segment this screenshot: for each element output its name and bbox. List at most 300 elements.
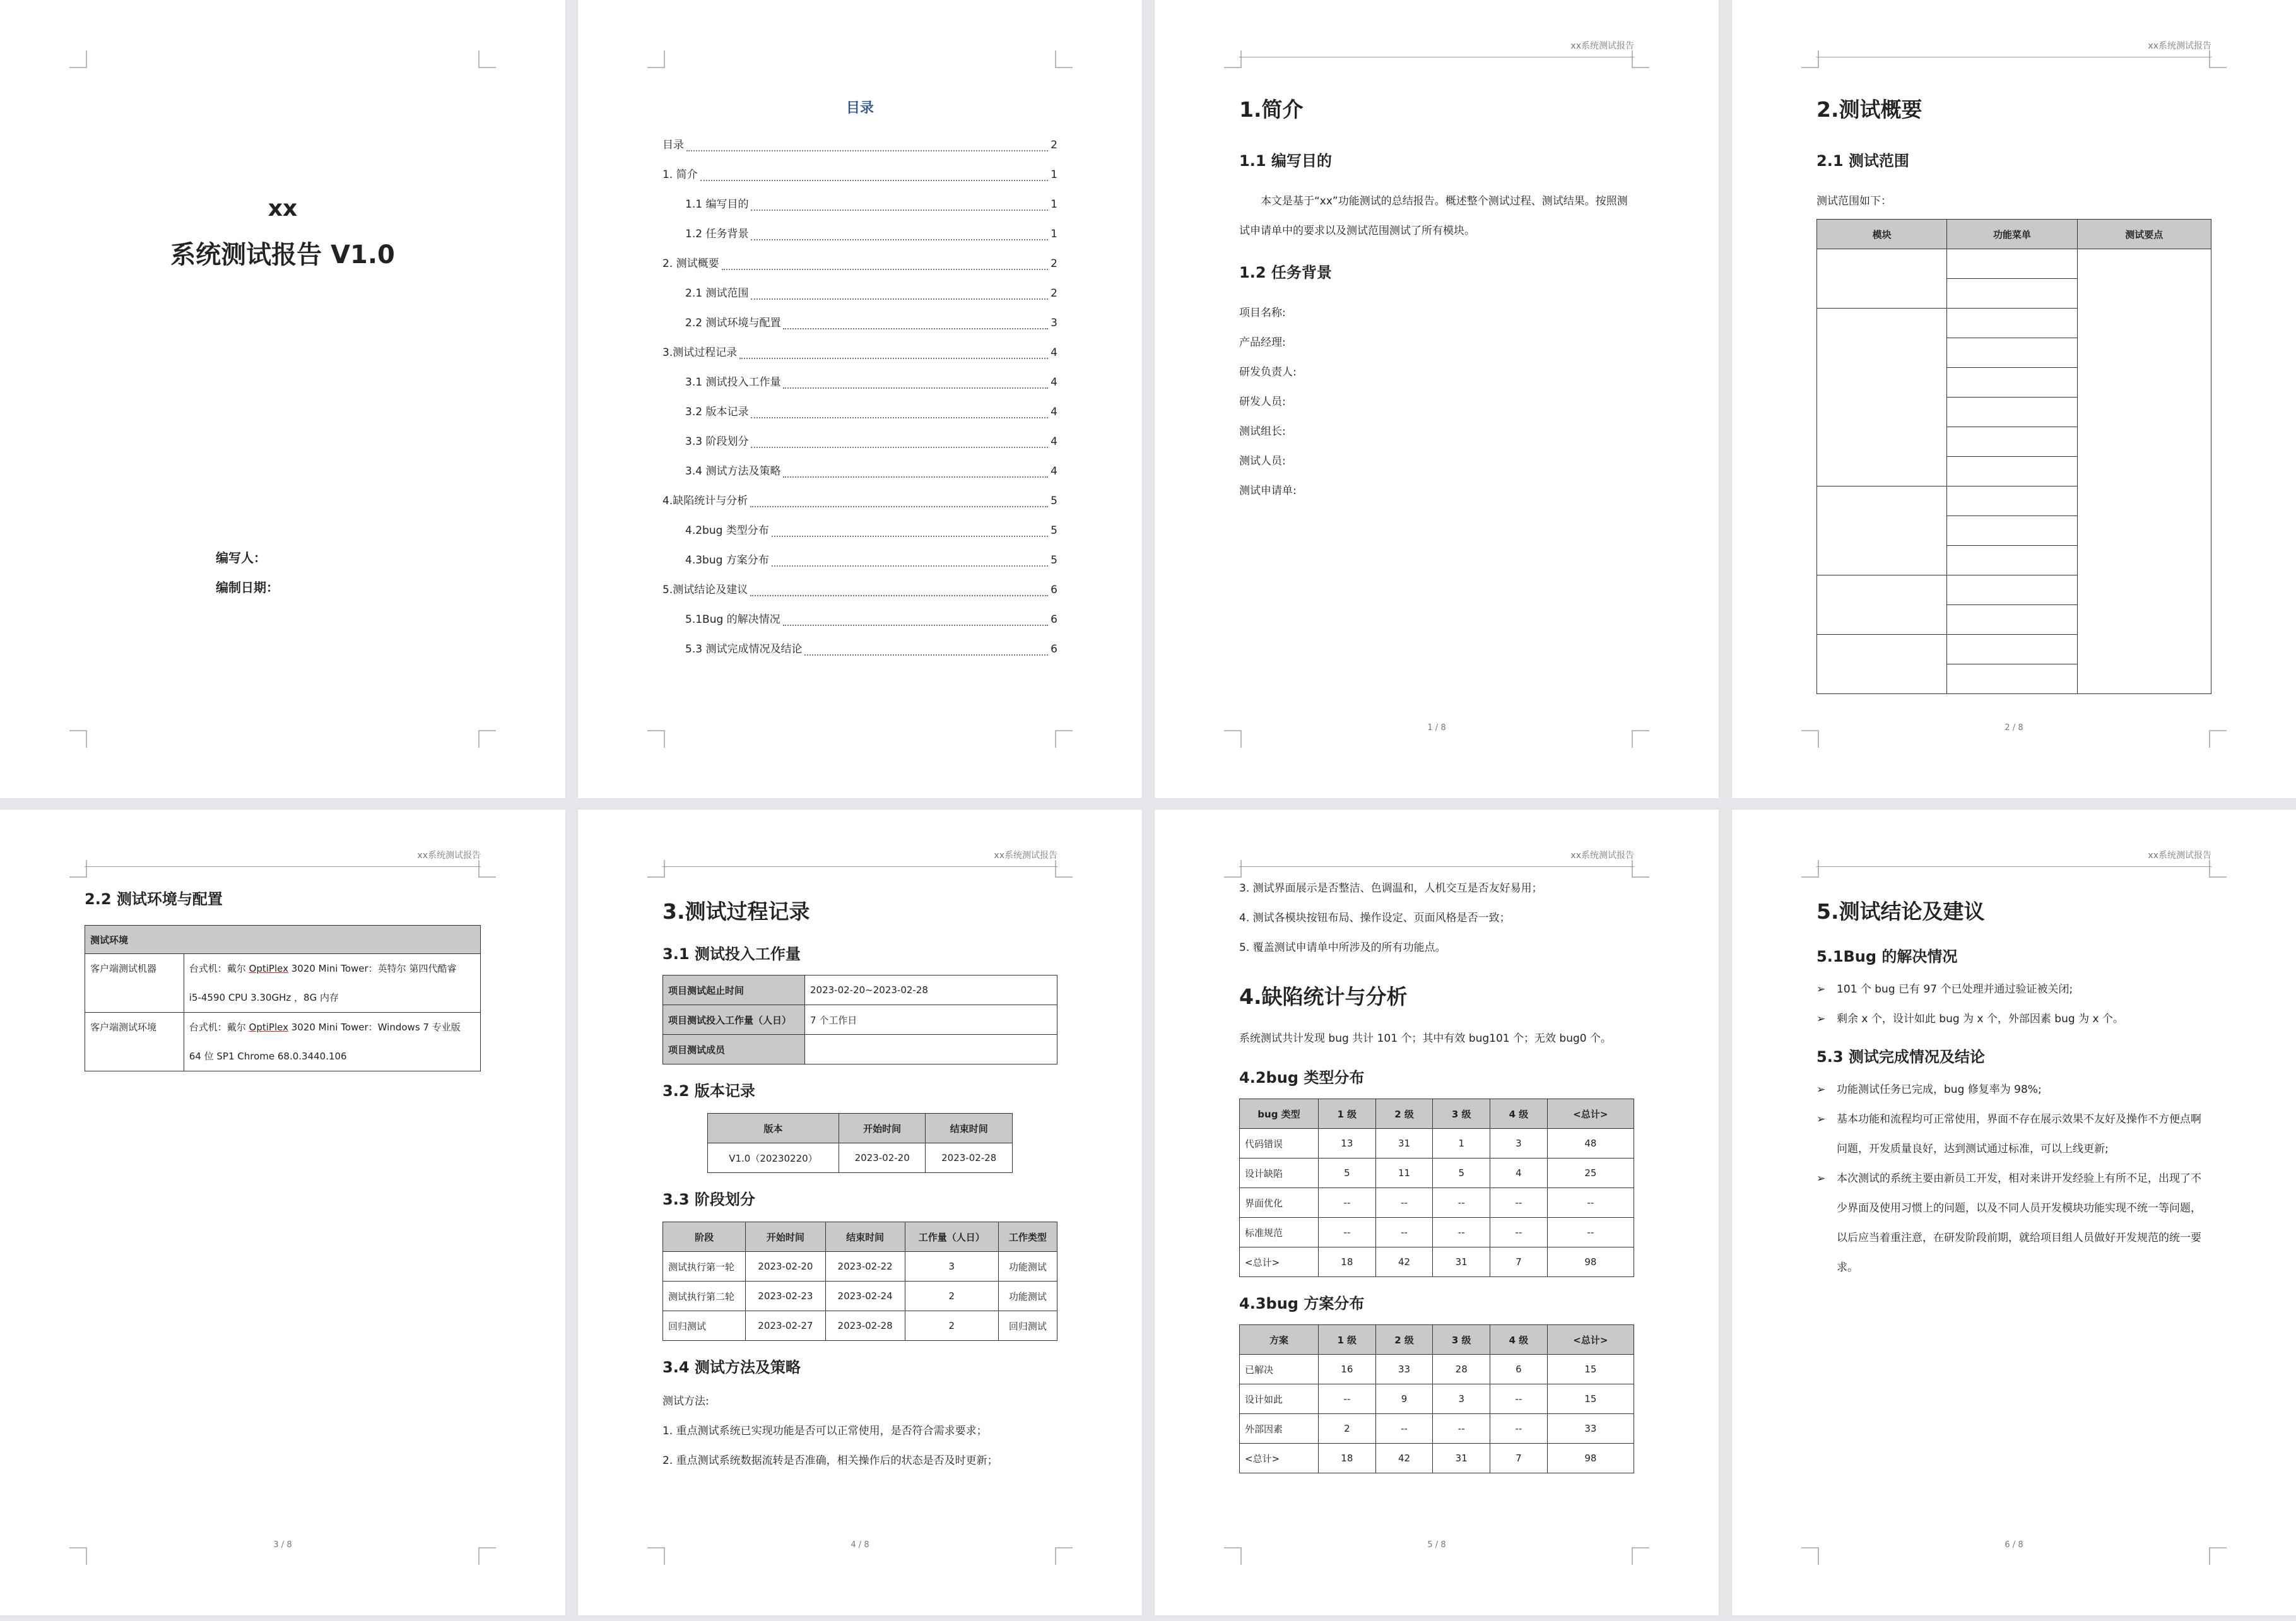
table-cell: 31 — [1375, 1129, 1433, 1158]
crop-mark — [478, 1547, 496, 1565]
toc-entry-page: 5 — [1051, 524, 1057, 537]
toc-entry[interactable] — [662, 220, 1057, 249]
toc-entry[interactable] — [662, 457, 1057, 486]
table-row — [1240, 1384, 1634, 1414]
toc-leader — [804, 654, 1048, 656]
page-number: 4 / 8 — [851, 1540, 869, 1550]
table-cell: 标准规范 — [1240, 1218, 1319, 1247]
table-cell: 2023-02-24 — [825, 1282, 905, 1311]
table-cell: 5 — [1433, 1158, 1490, 1188]
background-field: 研发人员: — [1239, 396, 1286, 408]
table-cell: 7 — [1490, 1444, 1548, 1473]
header-text: xx系统测试报告 — [2148, 41, 2211, 51]
toc-entry[interactable] — [662, 338, 1057, 368]
version-header: 开始时间 — [839, 1114, 926, 1143]
table-header-cell: 阶段 — [663, 1222, 746, 1252]
toc-entry-page: 1 — [1051, 228, 1057, 240]
bullet-item — [1816, 1164, 2211, 1283]
table-cell: 测试执行第一轮 — [663, 1252, 746, 1282]
version-cell: 2023-02-28 — [926, 1143, 1013, 1173]
toc-entry-page: 1 — [1051, 198, 1057, 211]
table-cell: 7 — [1490, 1247, 1548, 1277]
scope-cell — [1947, 516, 2077, 546]
method-item: 3. 测试界面展示是否整洁、色调温和，人机交互是否友好易用； — [1239, 882, 1543, 895]
toc-entry-label: 1. 简介 — [662, 168, 698, 181]
scope-cell — [1947, 575, 2077, 605]
toc-title: 目录 — [845, 100, 874, 116]
header-text: xx系统测试报告 — [2148, 851, 2211, 861]
table-row — [663, 1311, 1057, 1341]
scope-header-points: 测试要点 — [2077, 220, 2211, 249]
table-header-cell: 4 级 — [1490, 1099, 1548, 1129]
scope-cell — [1947, 486, 2077, 516]
workload-value — [805, 1035, 1057, 1064]
heading-methods: 3.4 测试方法及策略 — [662, 1359, 801, 1376]
table-cell: 15 — [1547, 1355, 1634, 1384]
table-cell: 28 — [1433, 1355, 1490, 1384]
bullet-text: 101 个 bug 已有 97 个已处理并通过验证被关闭; — [1837, 983, 2073, 996]
table-cell: 98 — [1547, 1247, 1634, 1277]
heading-workload: 3.1 测试投入工作量 — [662, 945, 801, 963]
bullet-item — [1816, 1075, 2211, 1105]
crop-mark — [478, 730, 496, 748]
workload-value: 7 个工作日 — [805, 1005, 1057, 1035]
toc-entry-page: 6 — [1051, 643, 1057, 656]
table-cell: -- — [1433, 1218, 1490, 1247]
crop-mark — [69, 730, 87, 748]
crop-mark — [69, 50, 87, 68]
crop-mark — [2209, 860, 2227, 878]
heading-scope: 2.1 测试范围 — [1816, 152, 1909, 170]
crop-mark — [1055, 730, 1073, 748]
background-field: 测试组长: — [1239, 425, 1286, 438]
table-header-cell: 3 级 — [1433, 1099, 1490, 1129]
crop-mark — [1801, 1547, 1819, 1565]
bullet-arrow-icon: ➢ — [1816, 1113, 1826, 1126]
background-field: 项目名称: — [1239, 307, 1286, 319]
toc-entry[interactable] — [662, 427, 1057, 457]
toc-entry-page: 2 — [1051, 257, 1057, 270]
crop-mark — [2209, 50, 2227, 68]
table-cell: 1 — [1433, 1129, 1490, 1158]
page-number: 1 / 8 — [1427, 723, 1446, 733]
table-cell: <总计> — [1240, 1444, 1319, 1473]
version-header: 版本 — [708, 1114, 839, 1143]
scope-cell — [1817, 635, 1947, 694]
table-row — [663, 1252, 1057, 1282]
table-row — [1240, 1444, 1634, 1473]
table-cell: -- — [1375, 1414, 1433, 1444]
table-row — [663, 1282, 1057, 1311]
table-row — [1240, 1414, 1634, 1444]
heading-environment: 2.2 测试环境与配置 — [85, 890, 223, 908]
table-cell: -- — [1433, 1414, 1490, 1444]
table-cell: 回归测试 — [998, 1311, 1057, 1341]
table-header-cell: 工作类型 — [998, 1222, 1057, 1252]
table-cell: 外部因素 — [1240, 1414, 1319, 1444]
scope-intro: 测试范围如下： — [1816, 195, 1892, 208]
toc-entry-page: 4 — [1051, 435, 1057, 448]
toc-entry-page: 4 — [1051, 406, 1057, 418]
table-cell: 42 — [1375, 1444, 1433, 1473]
toc-entry-label: 4.2bug 类型分布 — [685, 524, 769, 537]
scope-cell — [1817, 249, 1947, 309]
toc-leader — [783, 476, 1048, 478]
toc-list — [662, 131, 1057, 664]
toc-entry-page: 6 — [1051, 613, 1057, 626]
version-cell: V1.0（20230220） — [708, 1143, 839, 1173]
heading-defects: 4.缺陷统计与分析 — [1239, 984, 1408, 1009]
toc-entry[interactable] — [662, 635, 1057, 664]
toc-leader — [751, 298, 1048, 300]
toc-entry-label: 4.缺陷统计与分析 — [662, 495, 748, 507]
env-label: 客户端测试机器 — [85, 954, 184, 1013]
background-field: 研发负责人: — [1239, 366, 1297, 379]
heading-completion: 5.3 测试完成情况及结论 — [1816, 1048, 1985, 1066]
table-cell: 回归测试 — [663, 1311, 746, 1341]
table-cell: 3 — [1433, 1384, 1490, 1414]
page-number: 6 / 8 — [2005, 1540, 2023, 1550]
table-row — [1240, 1158, 1634, 1188]
scope-header-module: 模块 — [1817, 220, 1947, 249]
table-cell: -- — [1490, 1384, 1548, 1414]
crop-mark — [647, 730, 665, 748]
toc-entry-label: 5.测试结论及建议 — [662, 584, 748, 596]
phase-table — [662, 1222, 1057, 1341]
environment-table — [85, 925, 481, 1071]
toc-entry-label: 4.3bug 方案分布 — [685, 554, 769, 567]
table-cell: 9 — [1375, 1384, 1433, 1414]
heading-conclusion: 5.测试结论及建议 — [1816, 899, 1985, 924]
cover-date-label: 编制日期： — [216, 580, 279, 595]
cover-title-line1: xx — [268, 196, 298, 221]
table-cell: -- — [1547, 1188, 1634, 1218]
env-value: 台式机：戴尔 OptiPlex 3020 Mini Tower：英特尔 第四代酷睿 i5-4590 CPU 3.30GHz ，8G 内存 — [184, 954, 480, 1013]
table-cell: 16 — [1319, 1355, 1376, 1384]
page-header — [1239, 847, 1634, 867]
defect-summary: 系统测试共计发现 bug 共计 101 个；其中有效 bug101 个；无效 bug0 个。 — [1239, 1032, 1612, 1045]
page-1 — [1155, 0, 1719, 798]
toc-leader — [751, 209, 1048, 211]
scope-cell — [1947, 546, 2077, 575]
scope-cell — [1947, 338, 2077, 368]
page-2 — [1732, 0, 2296, 798]
table-cell: 界面优化 — [1240, 1188, 1319, 1218]
table-cell: 2023-02-28 — [825, 1311, 905, 1341]
toc-entry[interactable] — [662, 131, 1057, 160]
table-header-cell: 方案 — [1240, 1325, 1319, 1355]
toc-entry-page: 4 — [1051, 346, 1057, 359]
toc-entry-label: 3.1 测试投入工作量 — [685, 376, 781, 389]
toc-entry-page: 6 — [1051, 584, 1057, 596]
toc-leader — [686, 150, 1048, 151]
scope-cell — [1947, 249, 2077, 279]
table-cell: 2023-02-23 — [746, 1282, 825, 1311]
table-header-cell: <总计> — [1547, 1099, 1634, 1129]
table-cell: 33 — [1375, 1355, 1433, 1384]
table-cell: <总计> — [1240, 1247, 1319, 1277]
page-header — [1816, 847, 2211, 867]
toc-leader — [783, 625, 1049, 626]
toc-entry-page: 4 — [1051, 376, 1057, 389]
page-4 — [578, 810, 1142, 1615]
bullet-arrow-icon: ➢ — [1816, 983, 1826, 996]
background-fields — [1239, 298, 1634, 506]
table-cell: 2023-02-20 — [746, 1252, 825, 1282]
toc-entry-page: 4 — [1051, 465, 1057, 478]
workload-table — [662, 975, 1057, 1064]
table-cell: 测试执行第二轮 — [663, 1282, 746, 1311]
toc-entry-label: 3.测试过程记录 — [662, 346, 738, 359]
toc-entry[interactable] — [662, 368, 1057, 398]
table-cell: 2 — [1319, 1414, 1376, 1444]
table-header-cell: 开始时间 — [746, 1222, 825, 1252]
table-cell: -- — [1375, 1188, 1433, 1218]
toc-entry-page: 5 — [1051, 495, 1057, 507]
crop-mark — [647, 50, 665, 68]
toc-leader — [739, 358, 1048, 359]
table-cell: 3 — [905, 1252, 998, 1282]
table-cell: -- — [1547, 1218, 1634, 1247]
table-header-cell: bug 类型 — [1240, 1099, 1319, 1129]
page-number: 3 / 8 — [273, 1540, 292, 1550]
scope-cell — [1947, 398, 2077, 427]
background-field: 产品经理: — [1239, 336, 1286, 349]
toc-entry-label: 3.2 版本记录 — [685, 406, 749, 418]
toc-entry-label: 1.1 编写目的 — [685, 198, 749, 211]
table-cell: 25 — [1547, 1158, 1634, 1188]
heading-version: 3.2 版本记录 — [662, 1082, 755, 1100]
crop-mark — [1632, 1547, 1649, 1565]
toc-entry[interactable] — [662, 486, 1057, 516]
heading-purpose: 1.1 编写目的 — [1239, 152, 1332, 170]
toc-entry-label: 2. 测试概要 — [662, 257, 719, 270]
toc-entry[interactable] — [662, 279, 1057, 309]
toc-leader — [772, 536, 1048, 537]
bullet-arrow-icon: ➢ — [1816, 1172, 1826, 1185]
table-cell: 31 — [1433, 1444, 1490, 1473]
table-row — [1240, 1247, 1634, 1277]
page-3 — [0, 810, 565, 1615]
table-cell: -- — [1319, 1218, 1376, 1247]
crop-mark — [1801, 730, 1819, 748]
scope-cell — [1947, 279, 2077, 309]
version-header: 结束时间 — [926, 1114, 1013, 1143]
crop-mark — [1632, 860, 1649, 878]
table-cell: 42 — [1375, 1247, 1433, 1277]
toc-entry[interactable] — [662, 190, 1057, 220]
crop-mark — [478, 50, 496, 68]
header-text: xx系统测试报告 — [1570, 41, 1634, 51]
table-cell: 13 — [1319, 1129, 1376, 1158]
table-header-cell: 4 级 — [1490, 1325, 1548, 1355]
bullet-list-a — [1816, 975, 2211, 1034]
toc-entry[interactable] — [662, 546, 1057, 575]
table-cell: -- — [1319, 1188, 1376, 1218]
scope-cell — [1947, 309, 2077, 338]
toc-entry-page: 5 — [1051, 554, 1057, 567]
workload-key: 项目测试投入工作量（人日） — [663, 1005, 805, 1035]
env-header: 测试环境 — [85, 926, 481, 954]
toc-entry[interactable] — [662, 160, 1057, 190]
method-label: 测试方法: — [662, 1395, 709, 1408]
crop-mark — [1632, 730, 1649, 748]
scope-cell — [1947, 457, 2077, 486]
workload-key: 项目测试起止时间 — [663, 976, 805, 1005]
toc-entry-label: 1.2 任务背景 — [685, 228, 749, 240]
table-cell: 2023-02-22 — [825, 1252, 905, 1282]
scope-cell — [1817, 486, 1947, 575]
scope-cell — [1947, 605, 2077, 635]
header-text: xx系统测试报告 — [994, 851, 1057, 861]
toc-entry[interactable] — [662, 575, 1057, 605]
scope-cell — [1947, 368, 2077, 398]
toc-entry-label: 2.2 测试环境与配置 — [685, 317, 781, 329]
heading-intro: 1.简介 — [1239, 97, 1304, 122]
page-cover — [0, 0, 565, 798]
header-text: xx系统测试报告 — [417, 851, 481, 861]
scope-cell — [1947, 664, 2077, 694]
table-cell: 11 — [1375, 1158, 1433, 1188]
method-item: 4. 测试各模块按钮布局、操作设定、页面风格是否一致； — [1239, 912, 1510, 924]
table-header-cell: 1 级 — [1319, 1325, 1376, 1355]
heading-bug-types: 4.2bug 类型分布 — [1239, 1069, 1365, 1087]
table-header-cell: 工作量（人日） — [905, 1222, 998, 1252]
toc-entry-page: 1 — [1051, 168, 1057, 181]
toc-leader — [783, 328, 1048, 329]
bullet-item — [1816, 1005, 2211, 1034]
table-cell: 6 — [1490, 1355, 1548, 1384]
table-cell: 2 — [905, 1282, 998, 1311]
table-header-cell: 结束时间 — [825, 1222, 905, 1252]
crop-mark — [1632, 50, 1649, 68]
workload-key: 项目测试成员 — [663, 1035, 805, 1064]
table-cell: 代码错误 — [1240, 1129, 1319, 1158]
cover-author-label: 编写人： — [216, 550, 266, 565]
bullet-arrow-icon: ➢ — [1816, 1013, 1826, 1025]
table-cell: 已解决 — [1240, 1355, 1319, 1384]
bullet-item — [1816, 975, 2211, 1005]
page-header — [85, 847, 481, 867]
heading-bug-resolution: 5.1Bug 的解决情况 — [1816, 948, 1958, 965]
crop-mark — [1224, 1547, 1242, 1565]
crop-mark — [647, 1547, 665, 1565]
scope-cell — [1817, 309, 1947, 486]
toc-leader — [751, 417, 1048, 418]
page-toc — [578, 0, 1142, 798]
table-cell: 设计如此 — [1240, 1384, 1319, 1414]
table-cell: 4 — [1490, 1158, 1548, 1188]
toc-leader — [783, 387, 1048, 389]
workload-value: 2023-02-20~2023-02-28 — [805, 976, 1057, 1005]
page-number: 5 / 8 — [1427, 1540, 1446, 1550]
env-label: 客户端测试环境 — [85, 1013, 184, 1071]
toc-entry-page: 3 — [1051, 317, 1057, 329]
crop-mark — [2209, 730, 2227, 748]
purpose-text: 本文是基于“xx”功能测试的总结报告。概述整个测试过程、测试结果。按照测试申请单中的要求以及测试范围测试了所有模块。 — [1239, 195, 1628, 237]
table-cell: 功能测试 — [998, 1282, 1057, 1311]
crop-mark — [478, 860, 496, 878]
bug-type-table — [1239, 1099, 1634, 1277]
table-cell: -- — [1319, 1384, 1376, 1414]
toc-entry-page: 2 — [1051, 139, 1057, 151]
table-cell: 31 — [1433, 1247, 1490, 1277]
header-text: xx系统测试报告 — [1570, 851, 1634, 861]
toc-leader — [750, 506, 1048, 507]
table-cell: 18 — [1319, 1444, 1376, 1473]
toc-entry-label: 5.3 测试完成情况及结论 — [685, 643, 803, 656]
crop-mark — [1055, 860, 1073, 878]
page-number: 2 / 8 — [2005, 723, 2023, 733]
bullet-text: 剩余 x 个，设计如此 bug 为 x 个，外部因素 bug 为 x 个。 — [1837, 1013, 2124, 1025]
toc-entry-label: 5.1Bug 的解决情况 — [685, 613, 780, 626]
toc-entry-label: 3.4 测试方法及策略 — [685, 465, 781, 478]
page-6 — [1732, 810, 2296, 1615]
toc-entry-label: 目录 — [662, 139, 684, 151]
table-cell: 48 — [1547, 1129, 1634, 1158]
crop-mark — [1224, 730, 1242, 748]
table-cell: 功能测试 — [998, 1252, 1057, 1282]
bullet-text: 基本功能和流程均可正常使用，界面不存在展示效果不友好及操作不方便点啊问题，开发质量良好，达到测试通过标准，可以上线更新; — [1837, 1113, 2201, 1155]
table-cell: 2023-02-27 — [746, 1311, 825, 1341]
table-cell: -- — [1433, 1188, 1490, 1218]
heading-phases: 3.3 阶段划分 — [662, 1191, 755, 1208]
heading-overview: 2.测试概要 — [1816, 97, 1922, 122]
version-cell: 2023-02-20 — [839, 1143, 926, 1173]
background-field: 测试人员: — [1239, 455, 1286, 468]
bullet-item — [1816, 1105, 2211, 1164]
toc-entry[interactable] — [662, 249, 1057, 279]
table-row — [1240, 1129, 1634, 1158]
table-header-cell: 3 级 — [1433, 1325, 1490, 1355]
env-value: 台式机：戴尔 OptiPlex 3020 Mini Tower：Windows 7 专业版 64 位 SP1 Chrome 68.0.3440.106 — [184, 1013, 480, 1071]
table-cell: 98 — [1547, 1444, 1634, 1473]
scope-cell — [1817, 575, 1947, 635]
method-item: 5. 覆盖测试申请单中所涉及的所有功能点。 — [1239, 941, 1446, 954]
table-header-cell: <总计> — [1547, 1325, 1634, 1355]
table-header-cell: 1 级 — [1319, 1099, 1376, 1129]
bullet-text: 本次测试的系统主要由新员工开发，相对来讲开发经验上有所不足，出现了不少界面及使用习惯上的问题，以及不同人员开发模块功能实现不统一等问题，以后应当着重注意，在研发阶段前期，就给项目组人员做好开发规范的统一要求。 — [1837, 1172, 2201, 1274]
toc-entry[interactable] — [662, 398, 1057, 427]
crop-mark — [1055, 50, 1073, 68]
table-header-cell: 2 级 — [1375, 1099, 1433, 1129]
heading-process: 3.测试过程记录 — [662, 899, 810, 924]
table-cell: 5 — [1319, 1158, 1376, 1188]
toc-leader — [751, 239, 1048, 240]
table-row — [1240, 1188, 1634, 1218]
table-header-cell: 2 级 — [1375, 1325, 1433, 1355]
toc-entry[interactable] — [662, 309, 1057, 338]
toc-leader — [750, 595, 1048, 596]
toc-entry[interactable] — [662, 516, 1057, 546]
toc-entry-label: 2.1 测试范围 — [685, 287, 749, 300]
scope-cell — [1947, 427, 2077, 457]
table-cell: 设计缺陷 — [1240, 1158, 1319, 1188]
table-cell: 33 — [1547, 1414, 1634, 1444]
crop-mark — [1055, 1547, 1073, 1565]
table-cell: 2 — [905, 1311, 998, 1341]
toc-entry[interactable] — [662, 605, 1057, 635]
scope-table — [1816, 219, 2211, 694]
bullet-arrow-icon: ➢ — [1816, 1083, 1826, 1096]
toc-leader — [751, 447, 1048, 448]
table-cell: 3 — [1490, 1129, 1548, 1158]
table-cell: -- — [1375, 1218, 1433, 1247]
table-cell: -- — [1490, 1218, 1548, 1247]
page-5 — [1155, 810, 1719, 1615]
toc-leader — [722, 269, 1049, 270]
crop-mark — [2209, 1547, 2227, 1565]
